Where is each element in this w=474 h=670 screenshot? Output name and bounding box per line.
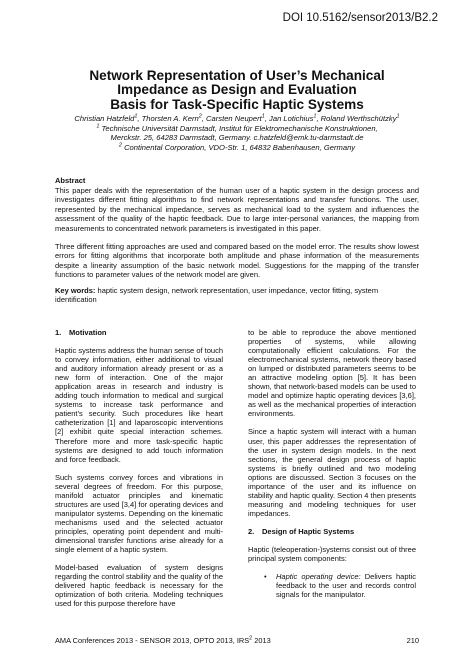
body-paragraph: Haptic systems address the human sense of touch to convey information, either additional to visual and auditory information already present or as a new form of interaction. One of the major application areas in research and industry is adding touch information to medical and surgical systems to increase task performance and patient’s security. Such procedures like heart catheterization [1] and laparoscopic interventions [2] exhibit quite special interaction schemes. Therefore more and more task-specific haptic systems are designed to add touch information and force feedback.	[55, 346, 224, 464]
footer-conference: AMA Conferences 2013 - SENSOR 2013, OPTO 2013, IRS$^2$ 2013	[55, 635, 271, 645]
keywords-text: haptic system design, network representation, user impedance, vector fitting, system identification	[55, 286, 379, 305]
body-paragraph: Since a haptic system will interact with a human user, this paper addresses the representation of the user in system design models. In the next sections, the general design process of haptic systems is briefly outlined and two modeling options are discussed. Section 3 focuses on the importance of the user and its influence on stability and haptic quality. Section 4 then presents measuring and modeling techniques for user impedances.	[248, 427, 416, 518]
author-names: Christian Hatzfeld$^1$, Thorsten A. Kern$^2$, Carsten Neupert$^1$, Jan Lotichius$^1$, Roland Werthschützky$^1$	[74, 113, 400, 123]
doi-label: DOI 10.5162/sensor2013/B2.2	[282, 12, 438, 24]
right-column	[248, 328, 416, 599]
affiliation-1-address: Merckstr. 25, 64283 Darmstadt, Germany. c.hatzfeld@emk.tu-darmstadt.de	[110, 133, 364, 143]
page-footer	[55, 636, 419, 645]
page-number: 210	[406, 636, 419, 645]
keywords	[55, 286, 419, 305]
paper-title	[60, 69, 414, 112]
body-paragraph: Model-based evaluation of system designs regarding the control stability and the quality of the delivered haptic feedback is necessary for the optimization of both criteria. Modeling techniques used for this purpose therefore have	[55, 563, 223, 609]
section-heading: 2. Design of Haptic Systems	[248, 526, 355, 536]
body-paragraph: Haptic (teleoperation-)systems consist out of three principal system components:	[248, 544, 416, 564]
abstract-body	[55, 186, 419, 289]
body-paragraph: Such systems convey forces and vibrations in several degrees of freedom. For this purpose, manifold actuator principles and kinematic structures are used [3,4] for operating devices and manipulator systems. Depending on the kinematic mechanisms used and the selected actuator principles, operating point dependent and multi-dimensional transfer functions arise already for a single element of a haptic system.	[55, 472, 223, 555]
author-block	[60, 114, 414, 153]
title-block	[60, 69, 414, 153]
body-paragraph: to be able to reproduce the above mentioned properties of systems, while allowing computationally efficient calculations. For the electromechanical systems, network theory based on lumped or distributed parameters seems to be an attractive modeling option [5]. It has been shown, that network-based models can be used to model and optimize haptic operating devices [3,6], as well as the mechanical properties of interaction environments.	[248, 328, 416, 419]
title-line: Impedance as Design and Evaluation	[117, 82, 357, 98]
affiliation-2: $^2$ Continental Corporation, VDO-Str. 1, 64832 Babenhausen, Germany	[118, 142, 356, 152]
abstract-paragraph: This paper deals with the representation of the human user of a haptic system in the design process and investigates different fitting algorithms to find network representations and transfer functions. The user, represented by the mechanical impedance, serves as mechanical load to the system and influences the assessment of the quality of the haptic feedback. Due to large inter-personal variances, the mapping from measurements to concentrated network parameters is investigated in this paper.	[55, 186, 419, 233]
section-heading: 1. Motivation	[55, 328, 107, 337]
list-item: • Haptic operating device: Delivers haptic feedback to the user and records control signals for the manipulator.	[264, 572, 416, 599]
component-list	[248, 572, 416, 599]
abstract-paragraph: Three different fitting approaches are used and compared based on the model error. The results show lowest errors for fitting algorithms that incorporate both amplitude and phase information of the measurements despite a linearity assumption of the basic network model. Suggestions for the mapping of the transfer functions to parameter values of the network model are given.	[55, 242, 419, 280]
affiliation-1: $^1$ Technische Universität Darmstadt, Institut für Elektromechanische Konstruktionen,	[96, 123, 378, 133]
title-line: Basis for Task-Specific Haptic Systems	[110, 96, 364, 112]
left-column	[55, 328, 223, 617]
keywords-label: Key words:	[55, 286, 96, 295]
title-line: Network Representation of User’s Mechanical	[89, 68, 385, 83]
abstract-heading: Abstract	[55, 176, 86, 185]
